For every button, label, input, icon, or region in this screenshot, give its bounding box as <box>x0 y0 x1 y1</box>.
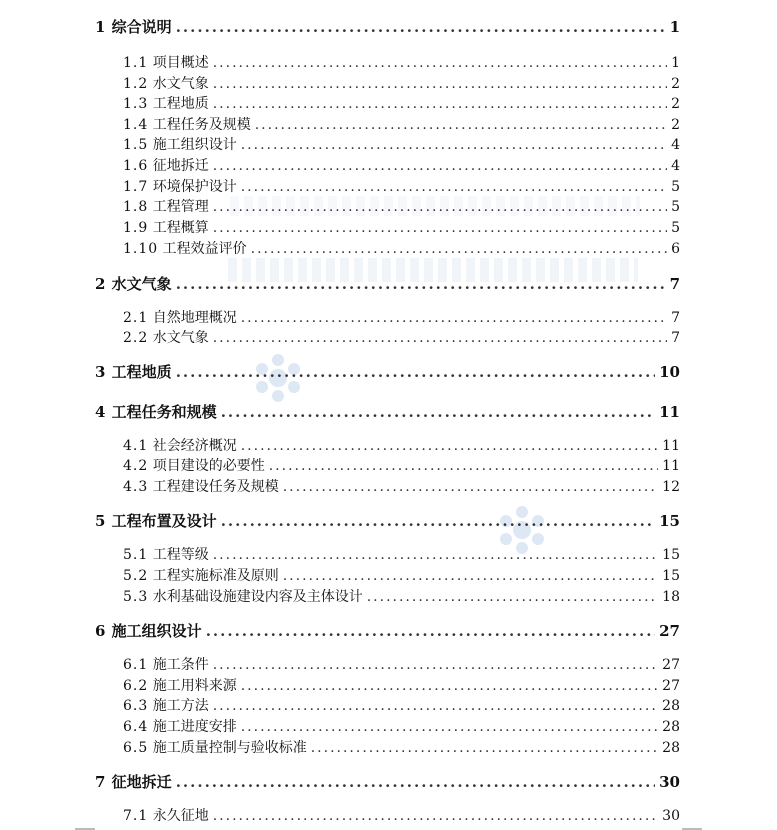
toc-entry-h2[interactable]: 2.1 自然地理概况 ..... 7 <box>123 307 680 327</box>
toc-entry-h2[interactable]: 7.1 永久征地 ..... 30 <box>123 805 680 825</box>
toc-entry-h2[interactable]: 1.7 环境保护设计 ..... 5 <box>123 176 680 196</box>
toc-entry-h2[interactable]: 6.3 施工方法 ..... 28 <box>123 695 680 715</box>
toc-entry-h1[interactable]: 2 水文气象 ..... 7 <box>95 273 680 294</box>
toc-entry-h2[interactable]: 4.2 项目建设的必要性 ..... 11 <box>123 455 680 475</box>
toc-entry-h2[interactable]: 5.3 水利基础设施建设内容及主体设计 ..... 18 <box>123 586 680 606</box>
toc-entry-h1[interactable]: 4 工程任务和规模 ..... 11 <box>95 401 680 422</box>
toc-entry-h1[interactable]: 6 施工组织设计 ..... 27 <box>95 620 680 641</box>
toc-entry-h2[interactable]: 6.5 施工质量控制与验收标准 ..... 28 <box>123 737 680 757</box>
toc-entry-h2[interactable]: 4.3 工程建设任务及规模 ..... 12 <box>123 476 680 496</box>
toc-entry-h2[interactable]: 1.1 项目概述 ..... 1 <box>123 52 680 72</box>
toc-entry-h2[interactable]: 5.1 工程等级 ..... 15 <box>123 544 680 564</box>
toc-entry-h2[interactable]: 2.2 水文气象 ..... 7 <box>123 327 680 347</box>
toc-entry-h2[interactable]: 1.2 水文气象 ..... 2 <box>123 73 680 93</box>
toc-entry-h2[interactable]: 1.4 工程任务及规模 ..... 2 <box>123 114 680 134</box>
toc-entry-h2[interactable]: 6.2 施工用料来源 ..... 27 <box>123 675 680 695</box>
toc-entry-h1[interactable]: 1 综合说明 ..... 1 <box>95 16 680 37</box>
toc-entry-h2[interactable]: 1.10 工程效益评价 ..... 6 <box>123 238 680 258</box>
toc-entry-h2[interactable]: 1.5 施工组织设计 ..... 4 <box>123 134 680 154</box>
toc-entry-h2[interactable]: 5.2 工程实施标准及原则 ..... 15 <box>123 565 680 585</box>
toc-entry-h2[interactable]: 1.3 工程地质 ..... 2 <box>123 93 680 113</box>
toc-entry-h1[interactable]: 3 工程地质 ..... 10 <box>95 361 680 382</box>
toc-entry-h2[interactable]: 4.1 社会经济概况 ..... 11 <box>123 435 680 455</box>
toc-entry-h1[interactable]: 7 征地拆迁 ..... 30 <box>95 771 680 792</box>
toc-entry-h2[interactable]: 1.6 征地拆迁 ..... 4 <box>123 155 680 175</box>
toc-entry-h2[interactable]: 6.1 施工条件 ..... 27 <box>123 654 680 674</box>
toc-entry-h2[interactable]: 1.8 工程管理 ..... 5 <box>123 196 680 216</box>
toc-entry-h1[interactable]: 5 工程布置及设计 ..... 15 <box>95 510 680 531</box>
toc-entry-h2[interactable]: 6.4 施工进度安排 ..... 28 <box>123 716 680 736</box>
toc-entry-h2[interactable]: 1.9 工程概算 ..... 5 <box>123 217 680 237</box>
